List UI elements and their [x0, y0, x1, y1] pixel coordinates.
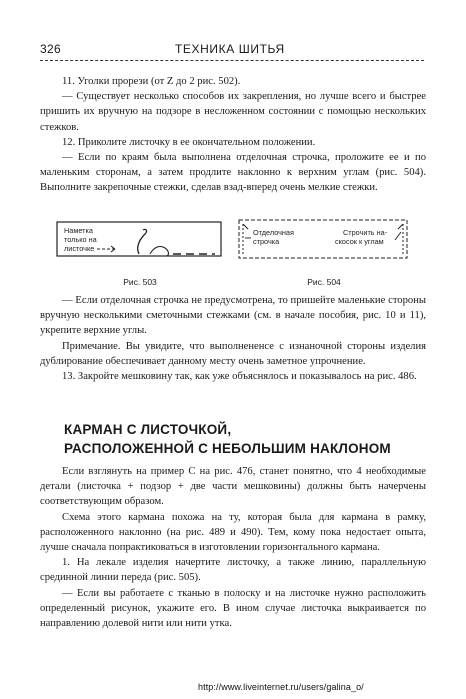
pointer-right-icon: [395, 232, 401, 240]
paragraph: Примечание. Вы увидите, что выполнененсе с изнаночной стороны изделия дублирование обеспечивает данному месту очень заметное упрочнение.: [40, 340, 426, 367]
paragraph: — Если вы работаете с тканью в полоску и на листочке нужно расположить определенный рисунок, укажите его. В ином случае листочка выкраивается по направлению долевой нити или нити утка.: [40, 587, 426, 630]
paragraph: 12. Приколите листочку в ее окончательном положении.: [62, 136, 316, 148]
thread-loop-icon: [150, 247, 168, 256]
corner-bevel-right: [398, 224, 403, 229]
section-heading-line1: КАРМАН С ЛИСТОЧКОЙ,: [64, 422, 232, 437]
text-block-middle: [40, 293, 426, 384]
paragraph: — Если по краям была выполнена отделочная строчка, проложите ее и по маленьким сторонам, а затем продлите наклонно к верхним углам (рис. 504). Выполните закрепочные стежки, сделав взад-вперед очень мелкие стежки.: [40, 152, 426, 194]
fig504-right-line2: скосок к углам: [335, 237, 384, 246]
figure-503-caption: Рис. 503: [123, 277, 157, 287]
section-heading: [64, 420, 424, 458]
running-title: ТЕХНИКА ШИТЬЯ: [175, 42, 285, 56]
figure-504-drawing: [237, 216, 412, 272]
text-block-bottom: [40, 464, 426, 631]
footer-url[interactable]: http://www.liveinternet.ru/users/galina_o/: [198, 682, 364, 692]
needle-thread-icon: [138, 229, 147, 254]
text-block-top: [40, 74, 426, 196]
paragraph: — Если отделочная строчка не предусмотрена, то пришейте маленькие стороны вручную несколькими сметочными стежками (см. в начале пособия, рис. 10 и 11), укрепите верхние углы.: [40, 295, 426, 337]
paragraph: Схема этого кармана похожа на ту, которая была для кармана в рамку, расположенного наклонно (на рис. 489 и 490). Тем, кому пока недостает опыта, лучше сначала попрактиковаться в изготовлении горизонтального кармана.: [40, 511, 426, 554]
fig503-label-line3: листочке: [64, 244, 95, 253]
paragraph: 13. Закройте мешковину так, как уже объяснялось и показывалось на рис. 486.: [62, 371, 417, 383]
figures-row: [55, 216, 415, 288]
figure-504-caption: Рис. 504: [307, 277, 341, 287]
paragraph: 11. Уголки прорези (от Z до 2 рис. 502).: [62, 76, 241, 87]
fig504-left-line2: строчка: [253, 237, 280, 246]
fig503-label-line1: Наметка: [64, 226, 93, 235]
figure-503-drawing: [55, 216, 225, 272]
fig504-left-line1: Отделочная: [253, 228, 294, 237]
fig503-label-line2: только на: [64, 235, 97, 244]
corner-bevel-left: [243, 224, 248, 229]
section-heading-line2: РАСПОЛОЖЕННОЙ С НЕБОЛЬШИМ НАКЛОНОМ: [64, 441, 391, 456]
header-rule: [40, 60, 424, 61]
paragraph: 1. На лекале изделия начертите листочку, а также линию, параллельную срединной линии переда (рис. 505).: [40, 557, 426, 584]
figure-503: [55, 216, 225, 287]
paragraph: Если взглянуть на пример С на рис. 476, станет понятно, что 4 необходимые детали (листочка + подзор + две части мешковины) должны быть начерчены соответствующим образом.: [40, 466, 426, 508]
figure-504: [237, 216, 412, 287]
fig504-right-line1: Строчить на-: [343, 228, 388, 237]
page-number: 326: [40, 42, 61, 56]
paragraph: — Существует несколько способов их закрепления, но лучше всего и быстрее пришить их вручную на подзоре в несложенном состоянии с помощью нескольких стежков.: [40, 91, 426, 133]
